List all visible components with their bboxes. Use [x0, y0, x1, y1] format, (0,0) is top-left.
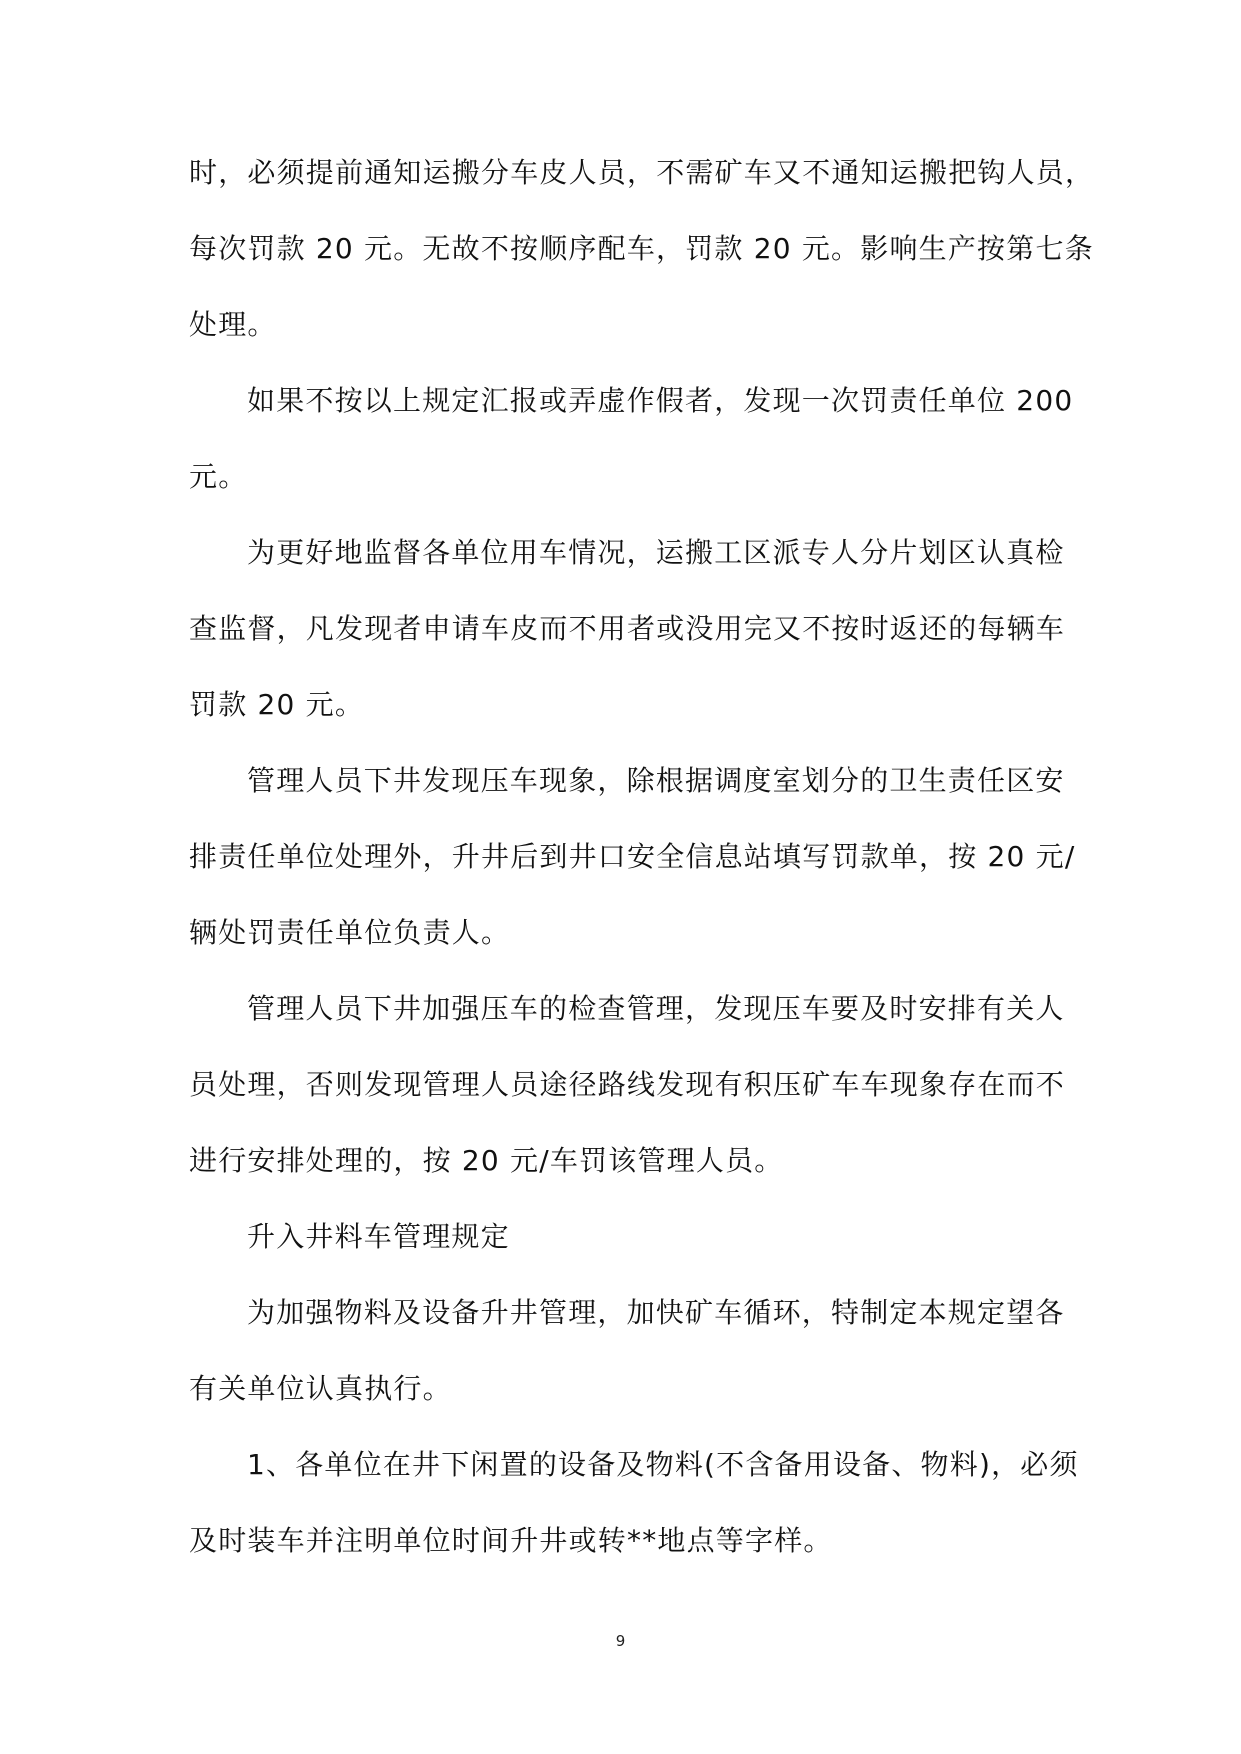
paragraph-line: 每次罚款 20 元。无故不按顺序配车，罚款 20 元。影响生产按第七条 — [189, 232, 1094, 265]
page-number: 9 — [615, 1632, 626, 1650]
paragraph-line: 管理人员下井发现压车现象，除根据调度室划分的卫生责任区安 — [247, 764, 1065, 797]
paragraph-line: 罚款 20 元。 — [189, 688, 365, 721]
paragraph-line: 及时装车并注明单位时间升井或转**地点等字样。 — [189, 1524, 833, 1557]
paragraph-line: 查监督，凡发现者申请车皮而不用者或没用完又不按时返还的每辆车 — [189, 612, 1066, 645]
paragraph-line: 管理人员下井加强压车的检查管理，发现压车要及时安排有关人 — [247, 992, 1065, 1025]
body-text — [189, 135, 1095, 1579]
paragraph-line: 如果不按以上规定汇报或弄虚作假者，发现一次罚责任单位 200 — [247, 384, 1074, 417]
paragraph-line: 元。 — [189, 460, 248, 493]
paragraph-line: 员处理，否则发现管理人员途径路线发现有积压矿车车现象存在而不 — [189, 1068, 1066, 1101]
paragraph-line: 排责任单位处理外，升井后到井口安全信息站填写罚款单，按 20 元/ — [189, 840, 1076, 873]
paragraph-line: 进行安排处理的，按 20 元/车罚该管理人员。 — [189, 1144, 784, 1177]
paragraph-line: 1、各单位在井下闲置的设备及物料(不含备用设备、物料)，必须 — [247, 1448, 1079, 1481]
paragraph-line: 有关单位认真执行。 — [189, 1372, 452, 1405]
paragraph-line: 为加强物料及设备升井管理，加快矿车循环，特制定本规定望各 — [247, 1296, 1065, 1329]
paragraph-line: 时，必须提前通知运搬分车皮人员，不需矿车又不通知运搬把钩人员， — [189, 156, 1095, 189]
paragraph-line: 为更好地监督各单位用车情况，运搬工区派专人分片划区认真检 — [247, 536, 1065, 569]
section-heading: 升入井料车管理规定 — [247, 1220, 510, 1253]
paragraph-line: 处理。 — [189, 308, 277, 341]
paragraph-line: 辆处罚责任单位负责人。 — [189, 916, 511, 949]
